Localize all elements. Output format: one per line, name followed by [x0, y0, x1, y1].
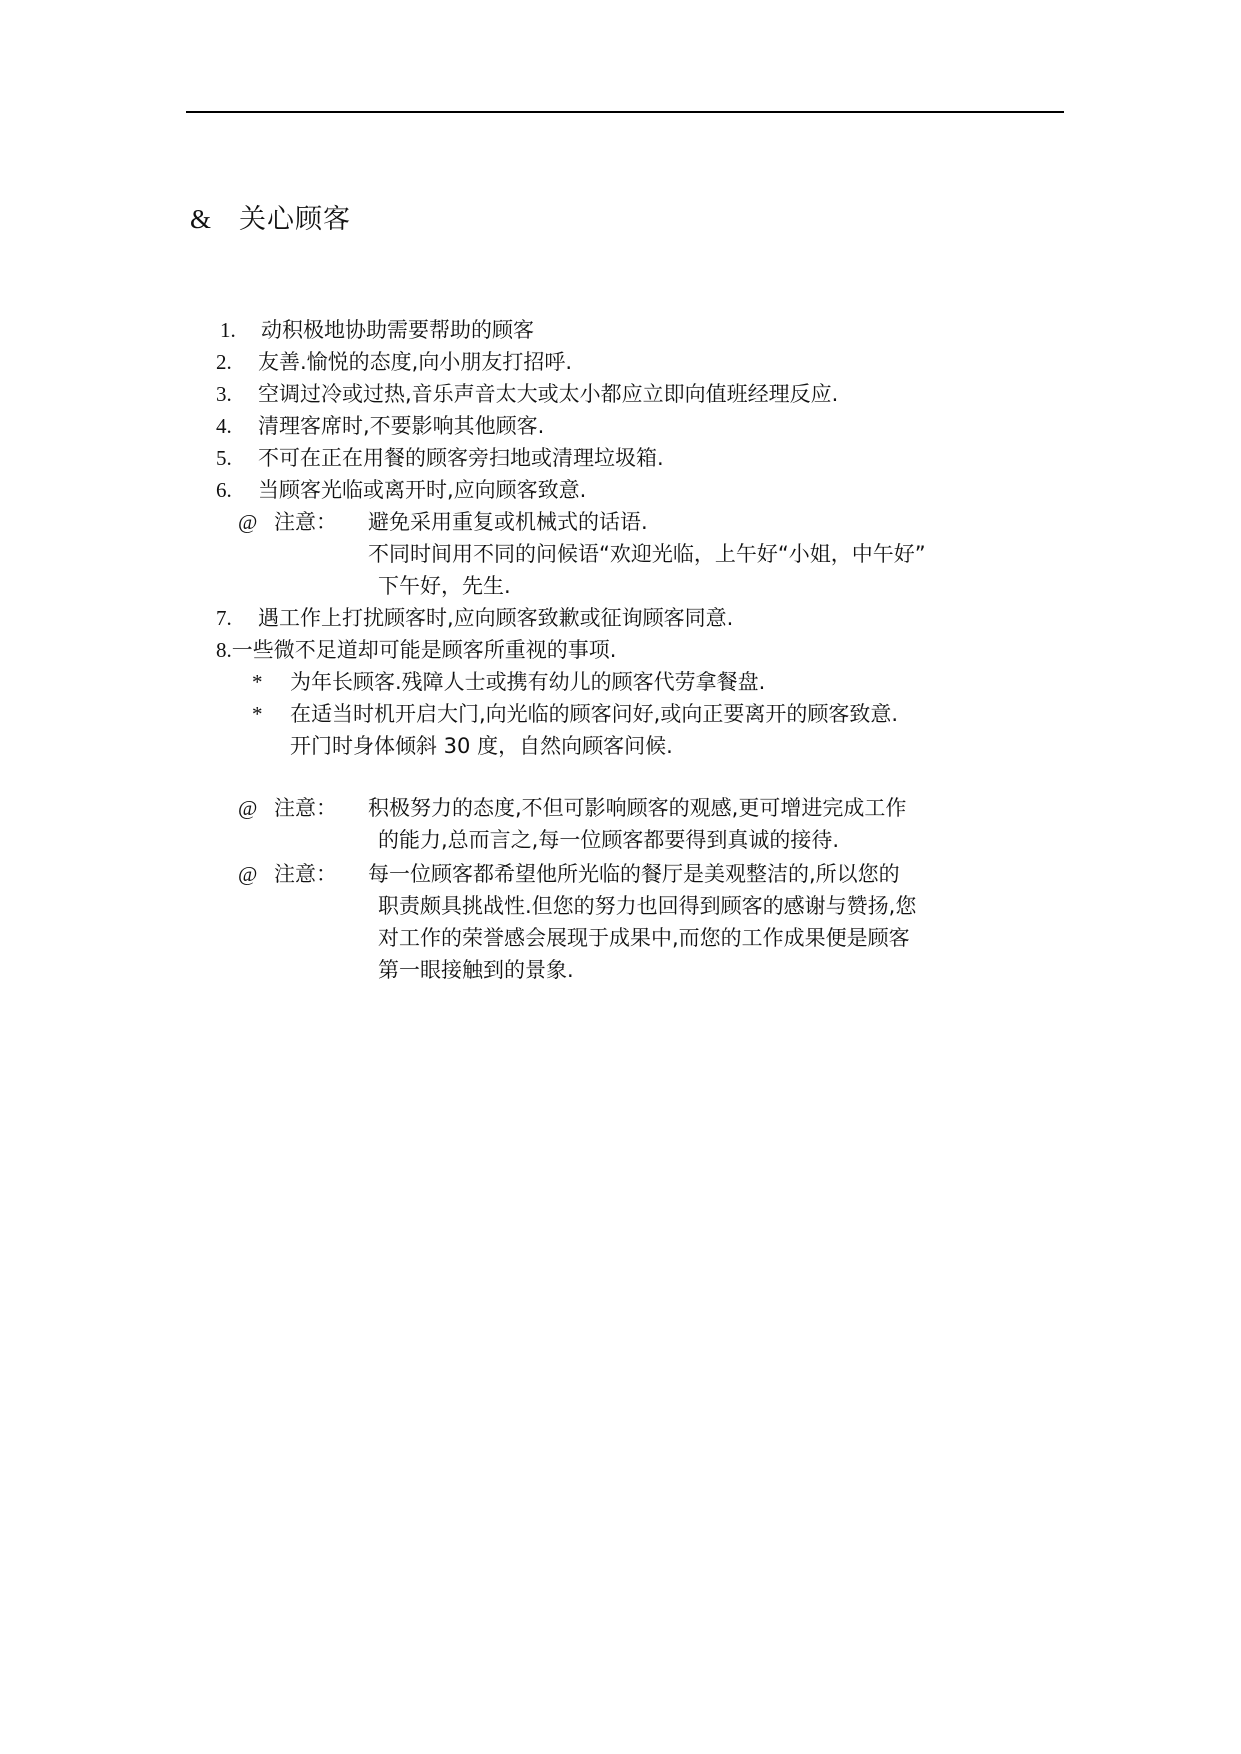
- section-title: 关心顾客: [239, 204, 352, 235]
- section-symbol: &: [190, 204, 212, 234]
- list-item-3: [216, 379, 838, 409]
- item-text: 当顾客光临或离开时,应向顾客致意.: [258, 478, 587, 502]
- item-number: 7.: [216, 606, 232, 630]
- list-item-7: [216, 603, 733, 633]
- note-line: 每一位顾客都希望他所光临的餐厅是美观整洁的,所以您的: [368, 862, 900, 886]
- item-text: 清理客席时,不要影响其他顾客.: [258, 414, 545, 438]
- item-text: 动积极地协助需要帮助的顾客: [261, 318, 534, 342]
- item-text: 遇工作上打扰顾客时,应向顾客致歉或征询顾客同意.: [258, 606, 734, 630]
- note-2-line-4: 第一眼接触到的景象.: [378, 958, 574, 982]
- note-item6-line-3: 下午好，先生.: [378, 574, 511, 598]
- list-item-2: [216, 347, 572, 377]
- item-number: 4.: [216, 414, 232, 438]
- note-symbol: @: [238, 510, 258, 534]
- note-2: [238, 859, 900, 889]
- list-item-5: [216, 443, 664, 473]
- bullet-item-2-continuation: 开门时身体倾斜 30 度，自然向顾客问候.: [290, 734, 673, 758]
- note-2-line-3: 对工作的荣誉感会展现于成果中,而您的工作成果便是顾客: [378, 926, 910, 950]
- note-label: 注意：: [274, 796, 337, 820]
- list-item-1: [220, 315, 534, 345]
- item-number: 8.: [216, 638, 232, 662]
- item-text: 不可在正在用餐的顾客旁扫地或清理垃圾箱.: [258, 446, 664, 470]
- note-line: 积极努力的态度,不但可影响顾客的观感,更可增进完成工作: [368, 796, 907, 820]
- note-line: 避免采用重复或机械式的话语.: [368, 510, 648, 534]
- section-heading: [190, 200, 351, 239]
- note-2-line-2: 职责颇具挑战性.但您的努力也回得到顾客的感谢与赞扬,您: [378, 894, 917, 918]
- note-1-line-2: 的能力,总而言之,每一位顾客都要得到真诚的接待.: [378, 828, 840, 852]
- note-item6: [238, 507, 648, 537]
- item-number: 2.: [216, 350, 232, 374]
- item-text: 空调过冷或过热,音乐声音太大或太小都应立即向值班经理反应.: [258, 382, 839, 406]
- bullet-text: 在适当时机开启大门,向光临的顾客问好,或向正要离开的顾客致意.: [290, 702, 899, 726]
- item-text: 一些微不足道却可能是顾客所重视的事项.: [231, 638, 617, 662]
- list-item-8: [216, 635, 616, 665]
- item-text: 友善.愉悦的态度,向小朋友打招呼.: [258, 350, 573, 374]
- header-rule: [186, 111, 1064, 113]
- item-number: 3.: [216, 382, 232, 406]
- bullet-item-1: [252, 667, 765, 697]
- note-symbol: @: [238, 796, 258, 820]
- note-item6-line-2: 不同时间用不同的问候语“欢迎光临，上午好“小姐，中午好”: [368, 542, 926, 566]
- list-item-6: [216, 475, 586, 505]
- note-label: 注意：: [274, 862, 337, 886]
- item-number: 6.: [216, 478, 232, 502]
- note-label: 注意：: [274, 510, 337, 534]
- note-symbol: @: [238, 862, 258, 886]
- bullet-symbol: *: [252, 702, 263, 726]
- item-number: 1.: [220, 318, 236, 342]
- list-item-4: [216, 411, 544, 441]
- item-number: 5.: [216, 446, 232, 470]
- note-1: [238, 793, 906, 823]
- bullet-text: 为年长顾客.残障人士或携有幼儿的顾客代劳拿餐盘.: [290, 670, 766, 694]
- bullet-symbol: *: [252, 670, 263, 694]
- bullet-item-2: [252, 699, 898, 729]
